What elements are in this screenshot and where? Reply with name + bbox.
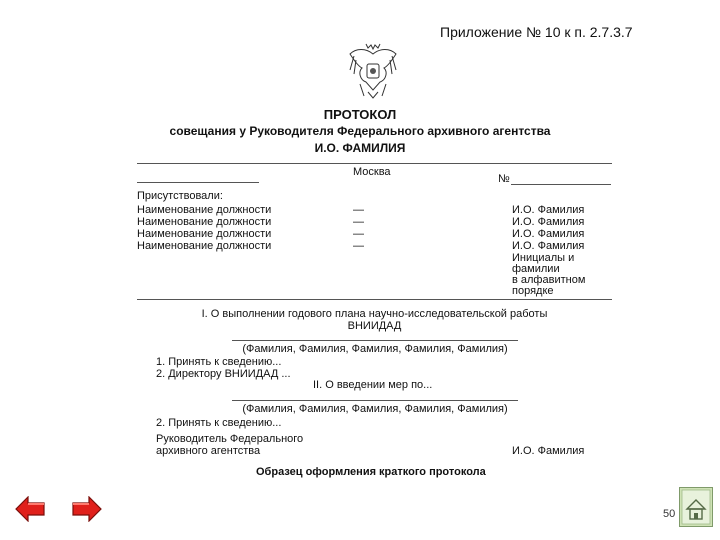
signature-position: Руководитель Федерального bbox=[156, 433, 304, 445]
section1-title: I. О выполнении годового плана научно-исследовательской работы bbox=[201, 308, 548, 320]
document-caption: Образец оформления краткого протокола bbox=[256, 466, 486, 478]
attendee-dash: — bbox=[353, 228, 364, 240]
attendee-position: Наименование должности bbox=[137, 228, 272, 240]
date-line bbox=[137, 182, 259, 183]
section1-title-cont: ВНИИДАД bbox=[347, 320, 402, 332]
decision-item-1: 1. Принять к сведению... bbox=[156, 356, 282, 368]
city-label: Москва bbox=[353, 166, 391, 178]
page-number: 50 bbox=[663, 508, 676, 520]
protocol-chair: И.О. ФАМИЛИЯ bbox=[314, 141, 406, 155]
protocol-subtitle: совещания у Руководителя Федерального архивного агентства bbox=[169, 124, 551, 138]
attendee-name: И.О. Фамилия bbox=[512, 240, 585, 252]
attendee-position: Наименование должности bbox=[137, 204, 272, 216]
alpha-note-line: в алфавитном bbox=[512, 274, 586, 286]
signature-name: И.О. Фамилия bbox=[512, 445, 585, 457]
divider-top bbox=[137, 163, 612, 164]
alpha-note-line: фамилии bbox=[512, 263, 560, 275]
number-line bbox=[511, 184, 611, 185]
number-label: № bbox=[498, 173, 510, 185]
attendee-dash: — bbox=[353, 204, 364, 216]
attendee-position: Наименование должности bbox=[137, 240, 272, 252]
decision-item-2: 2. Директору ВНИИДАД ... bbox=[156, 368, 291, 380]
attendee-name: И.О. Фамилия bbox=[512, 216, 585, 228]
protocol-title: ПРОТОКОЛ bbox=[323, 107, 397, 122]
decision-item-3: 2. Принять к сведению... bbox=[156, 417, 282, 429]
speakers1: (Фамилия, Фамилия, Фамилия, Фамилия, Фамилия) bbox=[242, 343, 508, 355]
alpha-note-line: порядке bbox=[512, 285, 554, 297]
forward-arrow-icon[interactable] bbox=[72, 496, 102, 522]
attendee-name: И.О. Фамилия bbox=[512, 204, 585, 216]
attendee-dash: — bbox=[353, 216, 364, 228]
signature-position-cont: архивного агентства bbox=[156, 445, 261, 457]
present-label: Присутствовали: bbox=[137, 190, 223, 202]
divider-mid bbox=[137, 299, 612, 300]
section2-title: II. О введении мер по... bbox=[313, 379, 433, 391]
attendee-position: Наименование должности bbox=[137, 216, 272, 228]
attendee-name: И.О. Фамилия bbox=[512, 228, 585, 240]
coat-of-arms-emblem bbox=[346, 40, 400, 100]
home-icon[interactable] bbox=[679, 487, 713, 527]
speakers1-line bbox=[232, 340, 518, 341]
attendee-dash: — bbox=[353, 240, 364, 252]
alpha-note-line: Инициалы и bbox=[512, 252, 575, 264]
speakers2: (Фамилия, Фамилия, Фамилия, Фамилия, Фамилия) bbox=[242, 403, 508, 415]
appendix-note: Приложение № 10 к п. 2.7.3.7 bbox=[440, 24, 633, 40]
back-arrow-icon[interactable] bbox=[15, 496, 45, 522]
speakers2-line bbox=[232, 400, 518, 401]
